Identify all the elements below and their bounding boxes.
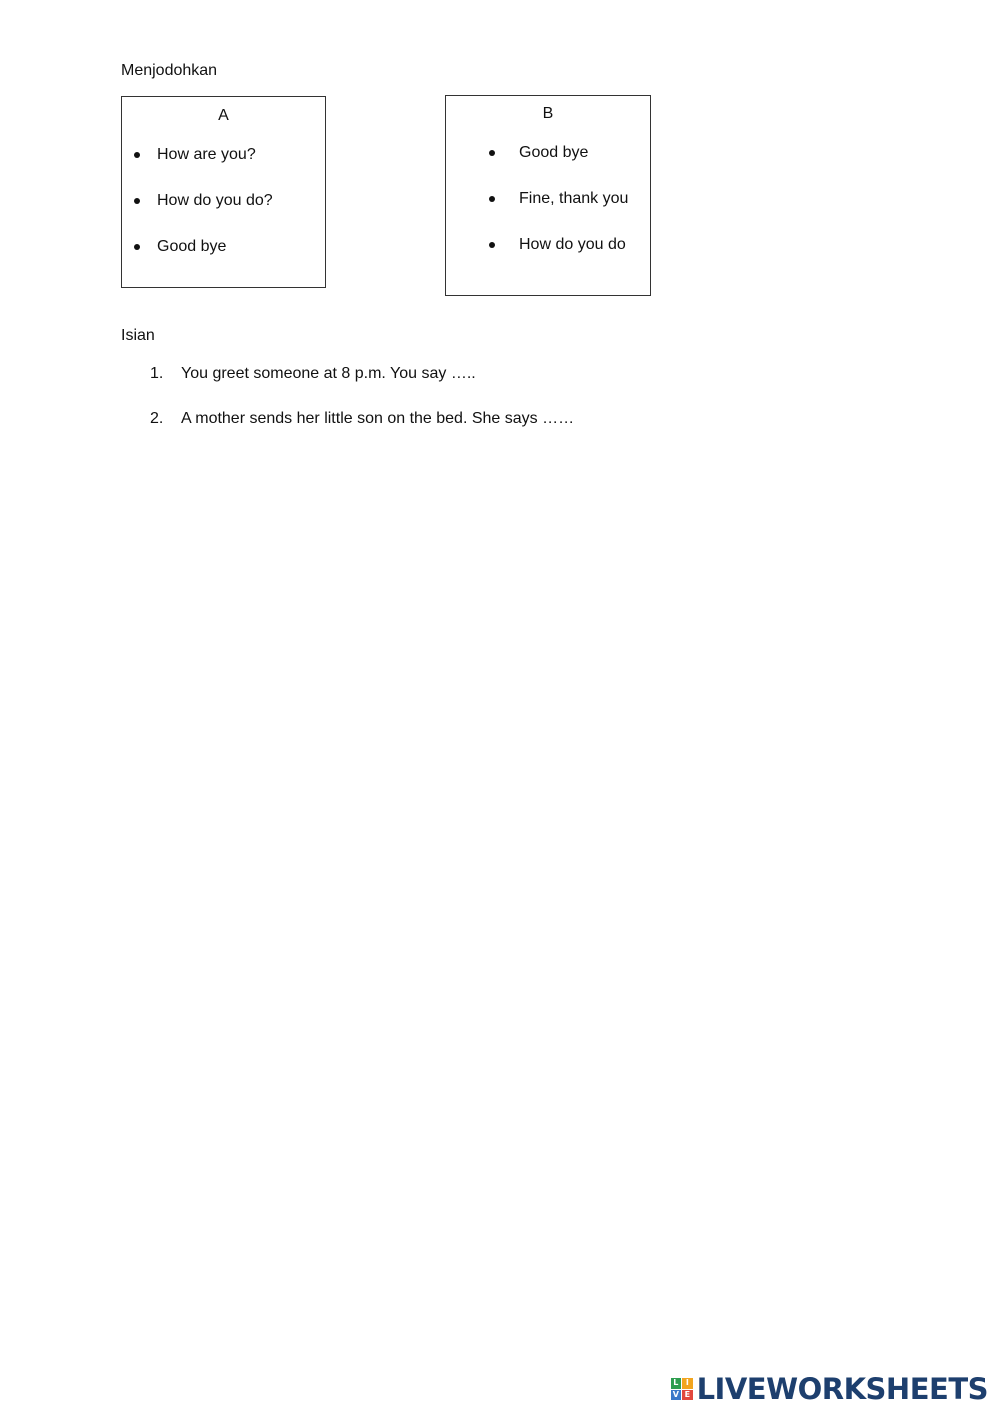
bullet-icon [134, 198, 140, 204]
question-text: You greet someone at 8 p.m. You say ….. [181, 365, 476, 382]
column-a-item[interactable] [122, 237, 325, 257]
column-a-list [122, 145, 325, 257]
matching-section-title: Menjodohkan [121, 62, 218, 79]
bullet-icon [489, 242, 495, 248]
column-a-item-text: Good bye [157, 238, 227, 255]
liveworksheets-brand [671, 1372, 988, 1406]
column-b-box [445, 95, 651, 296]
bullet-icon [134, 244, 140, 250]
column-b-item-text: Good bye [519, 144, 589, 161]
bullet-icon [489, 150, 495, 156]
fill-in-section-title: Isian [121, 327, 155, 344]
logo-tile: I [682, 1378, 693, 1389]
column-b-list [446, 143, 650, 255]
question-number: 2. [150, 410, 164, 427]
logo-tile: L [671, 1378, 682, 1389]
liveworksheets-wordmark: LIVEWORKSHEETS [696, 1372, 988, 1406]
liveworksheets-logo-icon [671, 1378, 693, 1400]
column-a-item[interactable] [122, 191, 325, 211]
question-item [150, 409, 574, 429]
logo-tile: E [682, 1390, 693, 1401]
column-a-item-text: How do you do? [157, 192, 273, 209]
column-b-heading: B [542, 105, 554, 122]
question-item [150, 364, 574, 384]
column-b-item-text: How do you do [519, 236, 626, 253]
column-b-item[interactable] [446, 143, 650, 163]
fill-in-question-list [150, 364, 574, 454]
column-a-item[interactable] [122, 145, 325, 165]
column-b-item-text: Fine, thank you [519, 190, 629, 207]
bullet-icon [489, 196, 495, 202]
question-number: 1. [150, 365, 164, 382]
column-b-item[interactable] [446, 189, 650, 209]
logo-tile: V [671, 1390, 682, 1401]
bullet-icon [134, 152, 140, 158]
column-a-heading: A [218, 107, 229, 124]
question-text: A mother sends her little son on the bed. She says …… [181, 410, 575, 427]
column-a-box [121, 96, 326, 288]
column-a-item-text: How are you? [157, 146, 256, 163]
column-b-item[interactable] [446, 235, 650, 255]
